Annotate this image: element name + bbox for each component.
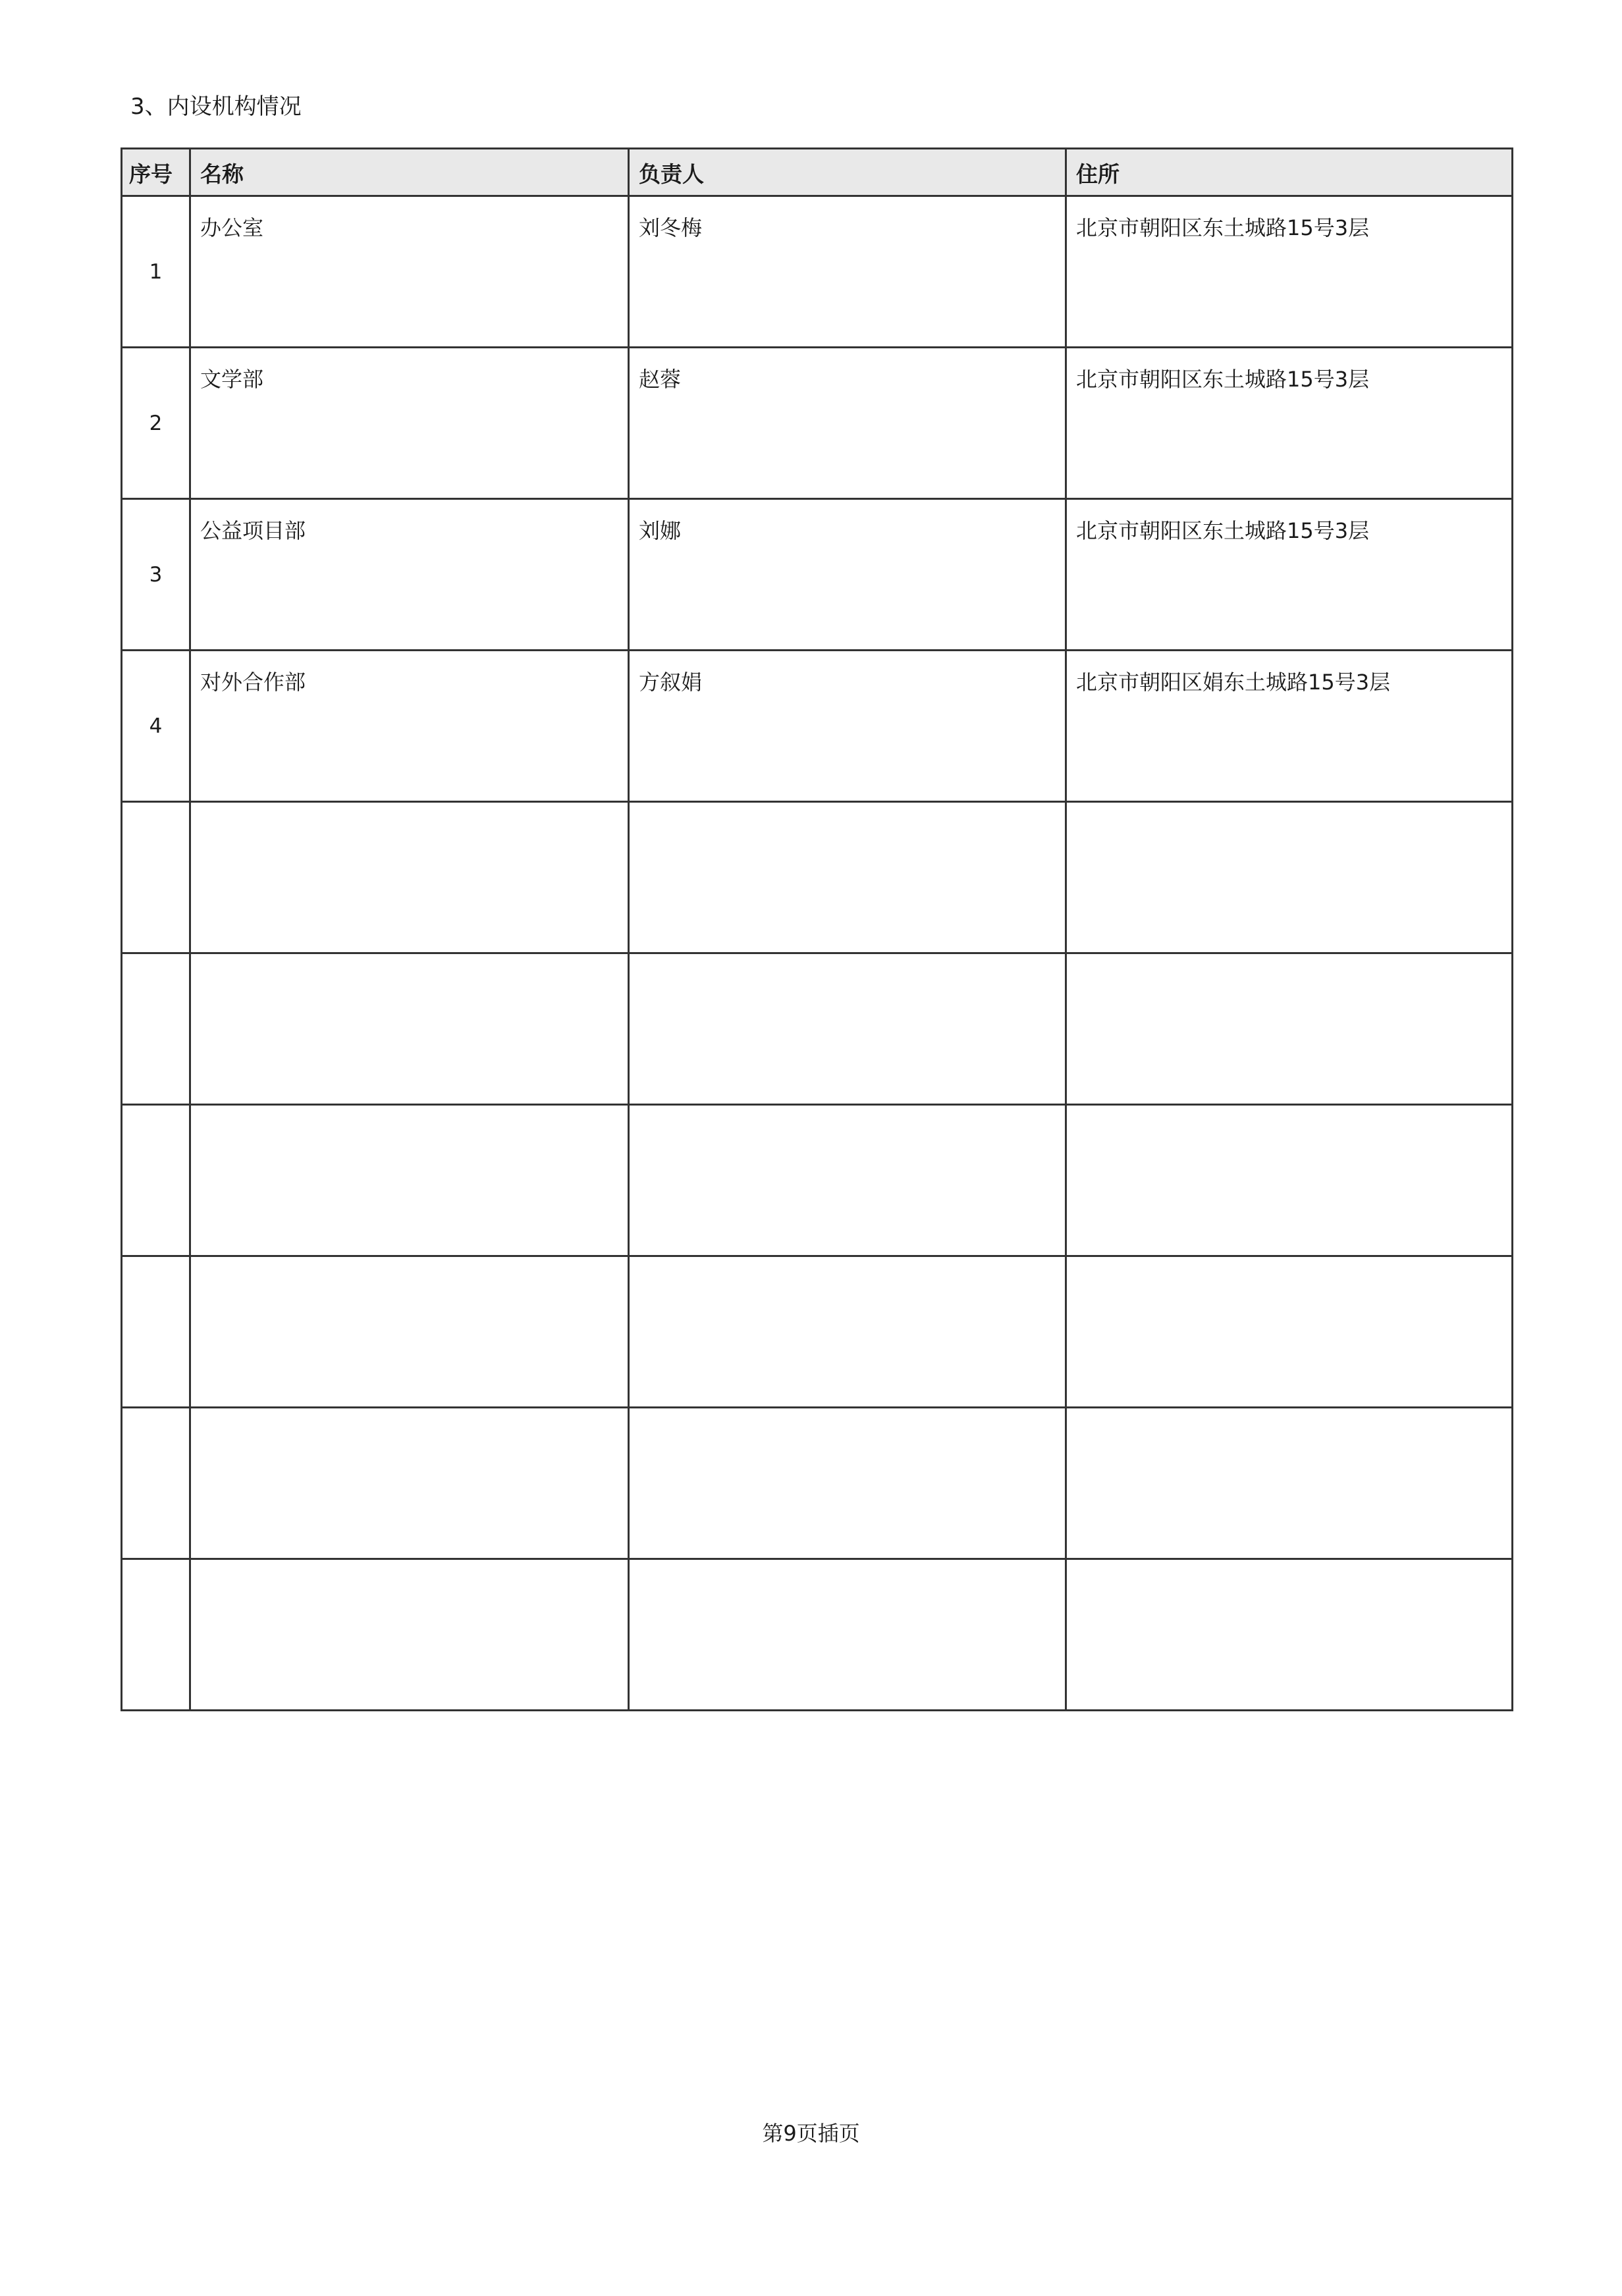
- table-row: [122, 1105, 1513, 1256]
- cell-serial-number: [122, 1256, 190, 1408]
- cell-name: [190, 1256, 629, 1408]
- header-name: 名称: [190, 149, 629, 196]
- cell-address: [1066, 1105, 1513, 1256]
- cell-person-in-charge: [629, 1256, 1066, 1408]
- cell-person-in-charge: 刘娜: [629, 499, 1066, 651]
- cell-serial-number: 2: [122, 348, 190, 499]
- cell-person-in-charge: [629, 1559, 1066, 1711]
- cell-serial-number: [122, 953, 190, 1105]
- cell-person-in-charge: [629, 802, 1066, 953]
- cell-address: [1066, 1256, 1513, 1408]
- cell-serial-number: 4: [122, 651, 190, 802]
- cell-name: [190, 1408, 629, 1559]
- internal-organization-table: [121, 147, 1513, 1711]
- header-address: 住所: [1066, 149, 1513, 196]
- table-row: [122, 499, 1513, 651]
- header-serial-number: 序号: [122, 149, 190, 196]
- table-row: [122, 1256, 1513, 1408]
- cell-address: [1066, 1408, 1513, 1559]
- cell-person-in-charge: [629, 1408, 1066, 1559]
- table-row: [122, 802, 1513, 953]
- cell-serial-number: 3: [122, 499, 190, 651]
- cell-address: [1066, 802, 1513, 953]
- cell-person-in-charge: [629, 1105, 1066, 1256]
- cell-name: [190, 1105, 629, 1256]
- cell-person-in-charge: 方叙娟: [629, 651, 1066, 802]
- cell-address: 北京市朝阳区东土城路15号3层: [1066, 348, 1513, 499]
- cell-serial-number: [122, 1559, 190, 1711]
- cell-serial-number: [122, 1105, 190, 1256]
- cell-serial-number: 1: [122, 196, 190, 348]
- cell-name: 文学部: [190, 348, 629, 499]
- cell-address: [1066, 1559, 1513, 1711]
- cell-name: [190, 802, 629, 953]
- table-row: [122, 1408, 1513, 1559]
- table-row: [122, 1559, 1513, 1711]
- cell-name: [190, 1559, 629, 1711]
- cell-person-in-charge: 赵蓉: [629, 348, 1066, 499]
- cell-name: [190, 953, 629, 1105]
- cell-name: 对外合作部: [190, 651, 629, 802]
- cell-name: 办公室: [190, 196, 629, 348]
- table-row: [122, 651, 1513, 802]
- cell-person-in-charge: 刘冬梅: [629, 196, 1066, 348]
- cell-address: [1066, 953, 1513, 1105]
- table-row: [122, 348, 1513, 499]
- table-header-row: [122, 149, 1513, 196]
- header-person-in-charge: 负责人: [629, 149, 1066, 196]
- section-title: 3、内设机构情况: [130, 93, 302, 120]
- cell-address: 北京市朝阳区东土城路15号3层: [1066, 499, 1513, 651]
- cell-address: 北京市朝阳区东土城路15号3层: [1066, 196, 1513, 348]
- cell-name: 公益项目部: [190, 499, 629, 651]
- cell-serial-number: [122, 802, 190, 953]
- table-row: [122, 953, 1513, 1105]
- cell-serial-number: [122, 1408, 190, 1559]
- page-footer: 第9页插页: [762, 2121, 860, 2146]
- cell-person-in-charge: [629, 953, 1066, 1105]
- cell-address: 北京市朝阳区娟东土城路15号3层: [1066, 651, 1513, 802]
- table-row: [122, 196, 1513, 348]
